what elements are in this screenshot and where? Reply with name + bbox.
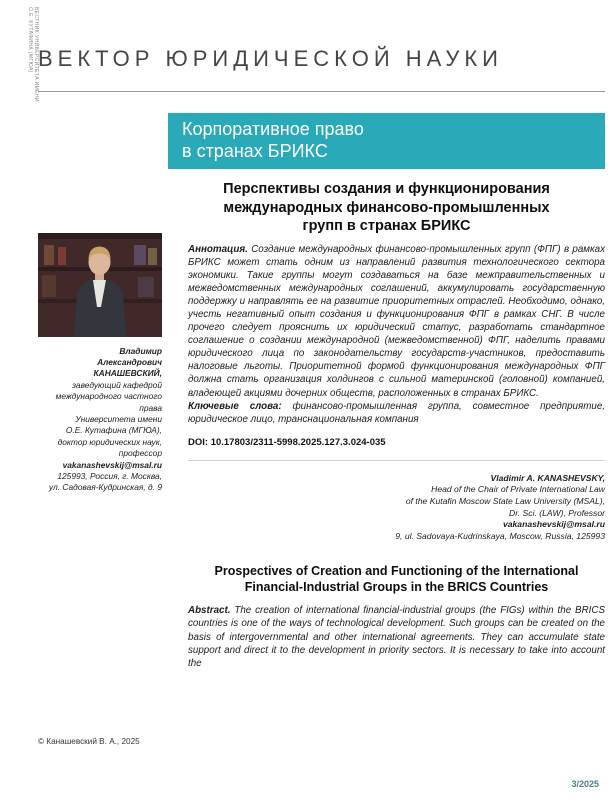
author-ru-affiliation-line: О.Е. Кутафина (МГЮА), [65, 425, 162, 436]
author-ru-affiliation-line: Университета имени [75, 413, 162, 424]
journal-spine-text: ВЕСТНИК УНИВЕРСИТЕТА ИМЕНИ О.Е. КУТАФИНА (МГЮА) [27, 7, 39, 102]
author-ru-affiliation-line: заведующий кафедрой [72, 379, 162, 390]
keywords-ru [188, 400, 605, 426]
author-info-ru [38, 346, 162, 494]
article-title-en [188, 563, 605, 595]
author-ru-affiliation-line: международного частного [55, 391, 162, 402]
article-column-inner [188, 243, 605, 670]
section-header: ВЕКТОР ЮРИДИЧЕСКОЙ НАУКИ [38, 46, 503, 71]
author-en-email: vakanashevskij@msal.ru [502, 519, 605, 530]
abstract-ru [188, 243, 605, 400]
article-title-en-line-2: Financial-Industrial Groups in the BRICS Countries [244, 580, 549, 595]
rubric-banner-line-1: Корпоративное право [182, 119, 364, 139]
article-title-ru-line-1: Перспективы создания и функционирования [223, 181, 550, 197]
article-title-ru-line-3: групп в странах БРИКС [302, 218, 471, 234]
author-en-affiliation-line: Head of the Chair of Private International Law [431, 484, 605, 495]
section-divider [188, 460, 605, 461]
author-en-name: Vladimir A. KANASHEVSKY, [490, 472, 605, 483]
author-ru-first-name: Владимир [119, 345, 162, 356]
author-en-address: 9, ul. Sadovaya-Kudrinskaya, Moscow, Russia, 125993 [395, 530, 605, 541]
two-column-layout [38, 241, 605, 670]
author-en-affiliation-line: Dr. Sci. (LAW), Professor [509, 507, 605, 518]
doi: DOI: 10.17803/2311-5998.2025.127.3.024-035 [188, 436, 386, 448]
abstract-ru-text: Создание международных финансово-промышленных групп (ФПГ) в рамках БРИКС может стать одним из направлений развития технологического сектора экономики. Такие группы могут создаваться на базе межправительственных и межведомственных международных соглашений, аккумулировать государственную поддержку и направлять ее на развитие приоритетных отраслей. Необходимо, однако, учесть негативный опыт создания и функционирования ФПГ в рамках СНГ. В числе прочего следует прояснить их юридический статус, разработать стандартное соглашение о создании международной (межведомственной) ФПГ, наделить правами юридического лица по законодательству государств-участников, предоставить налоговые льготы. Приоритетной формой функционирования международных ФПГ должна стать организация холдингов с сильной материнской (головной) компанией, владеющей акциями дочерних обществ, расположенных в странах БРИКС. [188, 243, 605, 399]
author-ru-address-line: ул. Садовая-Кудринская, д. 9 [48, 482, 162, 493]
article-title-en-line-1: Prospectives of Creation and Functioning of the International [214, 564, 579, 579]
copyright-notice: © Канашевский В. А., 2025 [38, 737, 140, 746]
author-ru-address-line: 125993, Россия, г. Москва, [57, 470, 162, 481]
abstract-en-label: Abstract. [188, 605, 231, 617]
abstract-ru-label: Аннотация. [188, 243, 248, 255]
author-ru-last-name: КАНАШЕВСКИЙ, [93, 368, 162, 379]
author-column [38, 241, 162, 494]
keywords-ru-text: финансово-промышленная группа, совместное предприятие, юридическое лицо, транснациональная компания [188, 400, 605, 425]
author-ru-patronymic: Александрович [97, 356, 162, 367]
rubric-banner [168, 113, 605, 169]
portrait-image [38, 233, 162, 337]
author-ru-affiliation-line: доктор юридических наук, [57, 436, 162, 447]
author-info-en [188, 473, 605, 543]
author-photo [38, 233, 162, 337]
header-rule [38, 91, 605, 92]
abstract-en-text: The creation of international financial-industrial groups (the FIGs) within the BRICS countries is one of the ways of technological development. Such groups can be created on the basis of intergovernmental and other international agreements. They can accumulate state support and direct it to the development in priority sectors. It is necessary to take into account the [188, 605, 605, 669]
article-column [168, 241, 605, 670]
rubric-banner-line-2: в странах БРИКС [182, 141, 328, 161]
issue-number: 3/2025 [571, 779, 599, 789]
author-en-affiliation-line: of the Kutafin Moscow State Law University (MSAL), [405, 496, 605, 506]
article-title-ru [168, 180, 605, 236]
abstract-en [188, 604, 605, 669]
author-ru-affiliation-line: профессор [118, 448, 162, 459]
author-ru-email: vakanashevskij@msal.ru [62, 459, 162, 470]
author-ru-affiliation-line: права [139, 402, 162, 413]
page-content [38, 0, 605, 670]
keywords-ru-label: Ключевые слова: [188, 400, 282, 412]
article-title-ru-line-2: международных финансово-промышленных [223, 199, 550, 216]
